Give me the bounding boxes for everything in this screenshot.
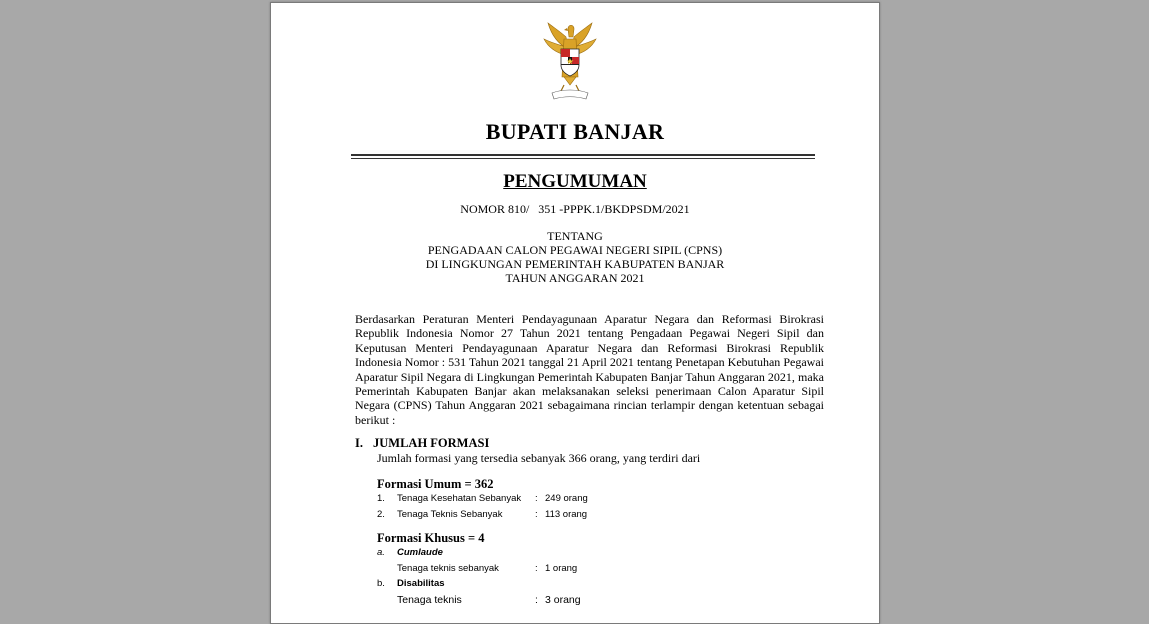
formasi-umum-title: Formasi Umum = 362 (377, 477, 494, 491)
list-item-number: 1. (377, 493, 385, 504)
list-item-label: Tenaga teknis sebanyak (397, 563, 499, 574)
section-title (355, 436, 489, 451)
list-item-value: 249 orang (545, 493, 588, 504)
list-item-value: 3 orang (545, 594, 581, 606)
announcement-heading: PENGUMUMAN (503, 171, 647, 192)
section-title-text: JUMLAH FORMASI (373, 436, 490, 450)
list-item-colon: : (535, 563, 538, 574)
sub-item-disabilitas (377, 578, 445, 589)
list-item (377, 509, 587, 520)
subject-line-3: DI LINGKUNGAN PEMERINTAH KABUPATEN BANJAR (425, 257, 725, 271)
list-item-label: Tenaga Teknis Sebanyak (397, 509, 503, 520)
double-rule-bottom (351, 158, 815, 159)
subject-line-4: TAHUN ANGGARAN 2021 (505, 271, 645, 285)
formasi-khusus-title: Formasi Khusus = 4 (377, 531, 485, 545)
list-item (377, 493, 588, 504)
section-intro: Jumlah formasi yang tersedia sebanyak 366 orang, yang terdiri dari (377, 451, 701, 465)
intro-paragraph: Berdasarkan Peraturan Menteri Pendayagunaan Aparatur Negara dan Reformasi Birokrasi Republik Indonesia Nomor 27 Tahun 2021 tentang Pengadaan Pegawai Negeri Sipil dan Keputusan Menteri Pendayagunaan Aparatur Negara dan Reformasi Birokrasi Republik Indonesia Nomor : 531 Tahun 2021 tanggal 21 April 2021 tentang Penetapan Kebutuhan Pegawai Aparatur Sipil Negara di Lingkungan Pemerintah Kabupaten Banjar Tahun Anggaran 2021, maka Pemerintah Kabupaten Banjar akan melaksanakan seleksi penerimaan Calon Aparatur Sipil Negara (CPNS) Tahun Anggaran 2021 sebagaimana rincian terlampir dengan ketentuan sebagai berikut : (355, 312, 824, 427)
list-item-label: Tenaga teknis (397, 594, 462, 606)
subject-line-1: TENTANG (547, 229, 603, 243)
list-item-colon: : (535, 493, 538, 504)
list-item-label: Tenaga Kesehatan Sebanyak (397, 493, 522, 504)
document-title: BUPATI BANJAR (485, 119, 665, 144)
double-rule-top (351, 154, 815, 156)
garuda-emblem (542, 19, 598, 103)
document-page (270, 2, 880, 624)
sub-item-label: Disabilitas (397, 578, 445, 589)
sub-item-cumlaude (377, 547, 443, 558)
sub-item-label: Cumlaude (397, 547, 443, 558)
list-item-value: 113 orang (545, 509, 588, 520)
sub-item-letter: a. (377, 547, 385, 558)
sub-item-letter: b. (377, 578, 385, 589)
announcement-number: NOMOR 810/ 351 -PPPK.1/BKDPSDM/2021 (460, 202, 690, 216)
list-item (377, 563, 577, 574)
list-item-value: 1 orang (545, 563, 578, 574)
list-item (377, 594, 581, 606)
list-item-number: 2. (377, 509, 385, 520)
subject-line-2: PENGADAAN CALON PEGAWAI NEGERI SIPIL (CPNS) (427, 243, 723, 257)
section-number: I. (355, 436, 363, 450)
list-item-colon: : (535, 509, 538, 520)
list-item-colon: : (535, 594, 538, 606)
